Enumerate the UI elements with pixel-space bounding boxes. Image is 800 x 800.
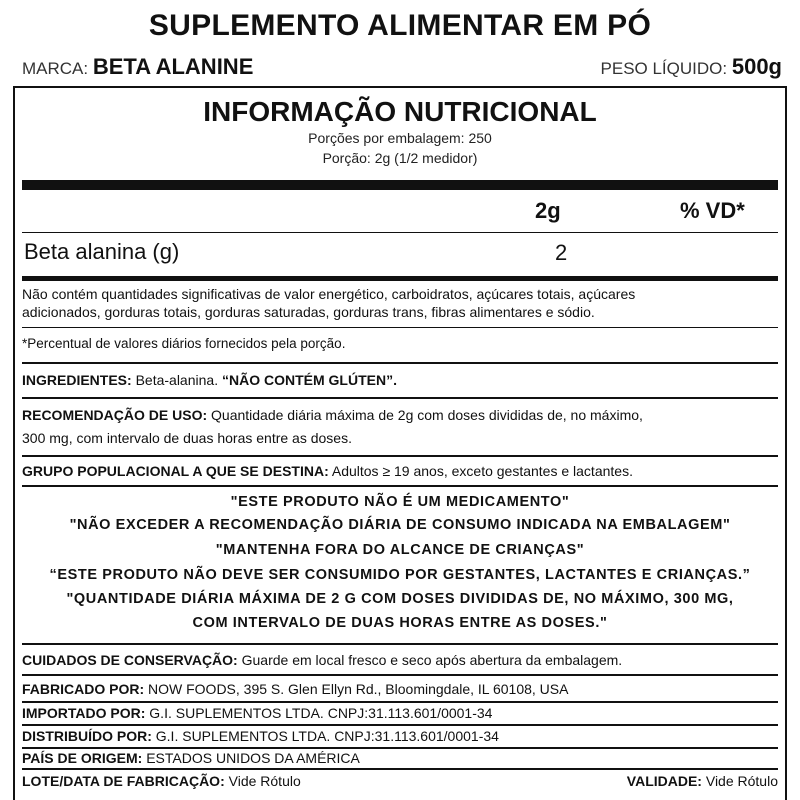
divider	[22, 643, 778, 645]
ingredients-label: INGREDIENTES:	[22, 372, 132, 388]
weight-value: 500g	[731, 54, 782, 79]
warning-line-2: "NÃO EXCEDER A RECOMENDAÇÃO DIÁRIA DE CONSUMO INDICADA NA EMBALAGEM"	[69, 517, 731, 533]
origin-text: ESTADOS UNIDOS DA AMÉRICA	[146, 750, 360, 766]
divider	[22, 455, 778, 457]
nutrient-amount: 2	[555, 240, 568, 265]
thick-divider	[22, 180, 778, 190]
ingredients-text: Beta-alanina.	[135, 372, 219, 388]
lot-label: LOTE/DATA DE FABRICAÇÃO:	[22, 773, 225, 789]
manufacturer-text: NOW FOODS, 395 S. Glen Ellyn Rd., Bloomingdale, IL 60108, USA	[148, 681, 569, 697]
divider	[22, 232, 778, 233]
population-text: Adultos ≥ 19 anos, exceto gestantes e lactantes.	[331, 463, 633, 479]
origin-line	[22, 749, 360, 767]
divider	[22, 768, 778, 770]
amount-column-header: 2g	[535, 198, 561, 223]
ingredients-line	[22, 371, 397, 389]
weight-info	[601, 52, 782, 84]
divider	[22, 327, 778, 328]
lot-line	[22, 772, 301, 790]
usage-label: RECOMENDAÇÃO DE USO:	[22, 407, 208, 423]
population-label: GRUPO POPULACIONAL A QUE SE DESTINA:	[22, 463, 329, 479]
divider	[22, 701, 778, 703]
servings-per-package: Porções por embalagem: 250	[308, 130, 492, 146]
nutrient-name: Beta alanina (g)	[24, 239, 180, 264]
distributor-line	[22, 727, 499, 745]
validity-line	[627, 772, 778, 790]
usage-line-1	[22, 406, 643, 424]
storage-label: CUIDADOS DE CONSERVAÇÃO:	[22, 652, 238, 668]
brand-label: MARCA:	[22, 59, 89, 78]
nutrition-note-line-2: adicionados, gorduras totais, gorduras saturadas, gorduras trans, fibras alimentares e sódio.	[22, 304, 595, 320]
usage-text-2: 300 mg, com intervalo de duas horas entre as doses.	[22, 430, 352, 446]
importer-line	[22, 704, 492, 722]
warning-line-1: "ESTE PRODUTO NÃO É UM MEDICAMENTO"	[230, 494, 570, 510]
warning-line-6: COM INTERVALO DE DUAS HORAS ENTRE AS DOSES."	[192, 615, 608, 631]
vd-footnote: *Percentual de valores diários fornecidos pela porção.	[22, 336, 346, 351]
lot-text: Vide Rótulo	[228, 773, 301, 789]
validity-label: VALIDADE:	[626, 773, 702, 789]
weight-label: PESO LÍQUIDO:	[600, 59, 728, 78]
divider	[22, 674, 778, 676]
vd-column-header: % VD*	[680, 198, 745, 223]
usage-text-1: Quantidade diária máxima de 2g com doses divididas de, no máximo,	[211, 407, 643, 423]
importer-text: G.I. SUPLEMENTOS LTDA. CNPJ:31.113.601/0001-34	[149, 705, 493, 721]
manufacturer-label: FABRICADO POR:	[22, 681, 145, 697]
nutrition-title: INFORMAÇÃO NUTRICIONAL	[203, 96, 597, 127]
divider	[22, 724, 778, 726]
warning-line-4: “ESTE PRODUTO NÃO DEVE SER CONSUMIDO POR GESTANTES, LACTANTES E CRIANÇAS.”	[49, 567, 751, 583]
divider	[22, 362, 778, 364]
product-title: SUPLEMENTO ALIMENTAR EM PÓ	[148, 9, 652, 42]
manufacturer-line	[22, 680, 568, 698]
divider	[22, 485, 778, 487]
medium-divider	[22, 276, 778, 281]
nutrition-note-line-1: Não contém quantidades significativas de valor energético, carboidratos, açúcares totais, açúcares	[22, 286, 636, 302]
origin-label: PAÍS DE ORIGEM:	[22, 750, 143, 766]
population-line	[22, 462, 633, 480]
gluten-statement: “NÃO CONTÉM GLÚTEN”.	[221, 372, 397, 388]
serving-size: Porção: 2g (1/2 medidor)	[322, 150, 478, 166]
warning-line-5: "QUANTIDADE DIÁRIA MÁXIMA DE 2 G COM DOSES DIVIDIDAS DE, NO MÁXIMO, 300 MG,	[66, 591, 734, 607]
validity-text: Vide Rótulo	[705, 773, 778, 789]
distributor-text: G.I. SUPLEMENTOS LTDA. CNPJ:31.113.601/0001-34	[155, 728, 499, 744]
brand-info	[22, 52, 253, 84]
brand-value: BETA ALANINE	[92, 54, 254, 79]
storage-text: Guarde em local fresco e seco após abertura da embalagem.	[241, 652, 623, 668]
storage-line	[22, 651, 622, 669]
warning-line-3: "MANTENHA FORA DO ALCANCE DE CRIANÇAS"	[215, 542, 585, 558]
divider	[22, 397, 778, 399]
distributor-label: DISTRIBUÍDO POR:	[22, 728, 152, 744]
brand-row	[22, 52, 782, 82]
importer-label: IMPORTADO POR:	[22, 705, 146, 721]
